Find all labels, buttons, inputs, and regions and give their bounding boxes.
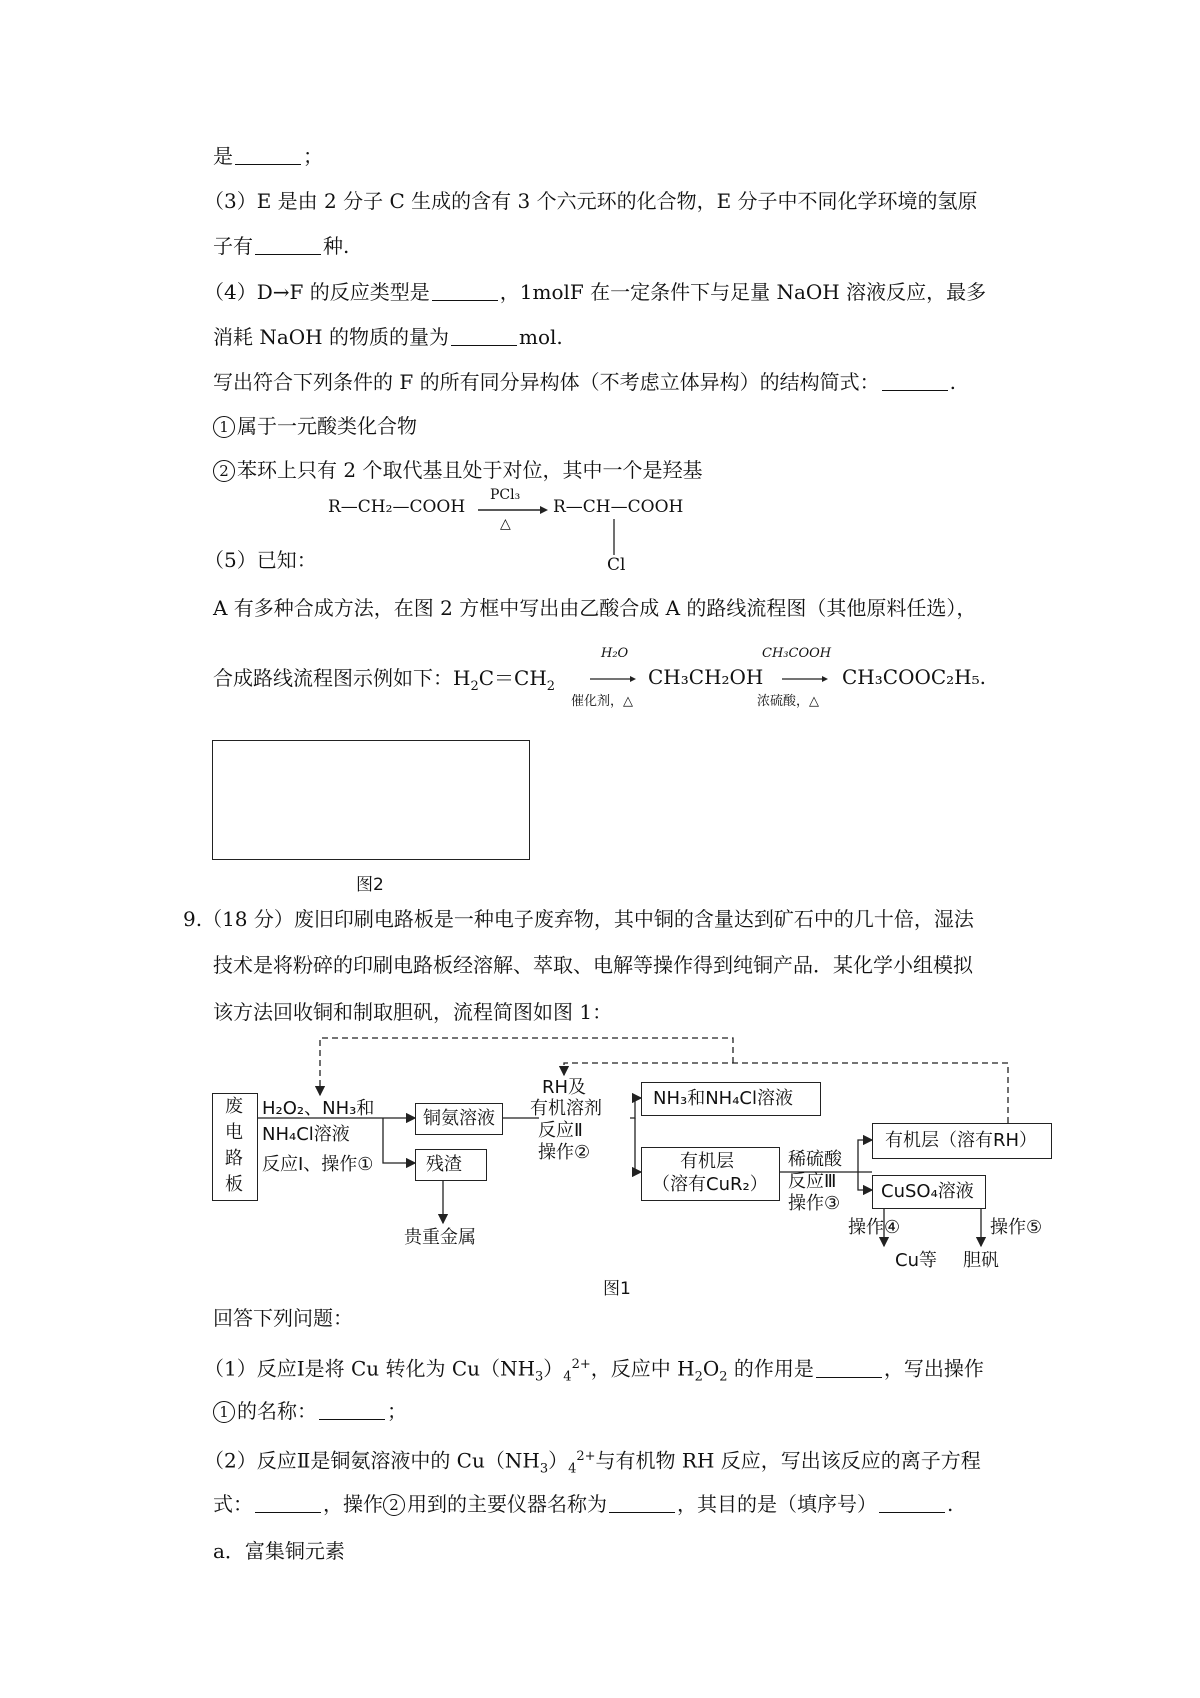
answers-intro: 回答下列问题： xyxy=(213,1306,353,1330)
q8-3-line2: 子有 种. xyxy=(213,234,350,258)
operation-label: 操作⑤ xyxy=(990,1217,1043,1238)
q9-1-line2: 1 的名称： ； xyxy=(213,1399,407,1423)
reactant: R—CH₂—COOH xyxy=(328,497,466,517)
reagent: CH₃COOH xyxy=(762,646,832,661)
source-box: 废 电 路 板 xyxy=(212,1093,258,1201)
nh3-box: NH₃和NH₄Cl溶液 xyxy=(641,1082,821,1116)
product: R—CH—COOH xyxy=(553,497,684,517)
reagent-label: 有机溶剂 xyxy=(530,1098,602,1119)
q8-cond1: 1 属于一元酸类化合物 xyxy=(213,414,417,438)
circled-number: 2 xyxy=(213,460,235,482)
q8-line-shi: 是 ； xyxy=(213,144,323,168)
figure-caption: 图1 xyxy=(603,1279,631,1299)
organic-layer-box: 有机层 （溶有CuR₂） xyxy=(641,1147,780,1201)
residue-box: 残渣 xyxy=(415,1149,487,1181)
product-label: 胆矾 xyxy=(963,1250,999,1271)
q8-isomer-line: 写出符合下列条件的 F 的所有同分异构体（不考虑立体异构）的结构简式： . xyxy=(213,370,956,394)
q8-4-line2: 消耗 NaOH 的物质的量为 mol. xyxy=(213,325,563,349)
answer-blank[interactable] xyxy=(255,1512,321,1513)
q8-3-line1: （3）E 是由 2 分子 C 生成的含有 3 个六元环的化合物，E 分子中不同化学环境的氢原 xyxy=(204,189,978,213)
reagent: PCl₃ xyxy=(490,487,521,503)
reagent-label: NH₄Cl溶液 xyxy=(262,1124,350,1145)
q9-line2: 技术是将粉碎的印刷电路板经溶解、萃取、电解等操作得到纯铜产品．某化学小组模拟 xyxy=(213,953,973,977)
reaction-label: 反应Ⅲ xyxy=(788,1171,837,1192)
reaction-label: 反应Ⅱ xyxy=(538,1120,583,1141)
q8-5-label: （5）已知： xyxy=(204,548,317,572)
option-a: a．富集铜元素 xyxy=(213,1539,345,1563)
precious-metal-label: 贵重金属 xyxy=(404,1227,476,1248)
product-label: Cu等 xyxy=(895,1250,937,1271)
answer-blank[interactable] xyxy=(319,1419,385,1420)
circled-number: 1 xyxy=(213,416,235,438)
circled-number: 2 xyxy=(383,1494,405,1516)
copper-ammonia-box: 铜氨溶液 xyxy=(415,1103,503,1135)
q9-line1: 9.（18 分）废旧印刷电路板是一种电子废弃物，其中铜的含量达到矿石中的几十倍，湿法 xyxy=(183,907,974,931)
answer-blank[interactable] xyxy=(879,1512,945,1513)
operation-label: 操作④ xyxy=(848,1217,901,1238)
organic-rh-box: 有机层（溶有RH） xyxy=(872,1123,1052,1159)
q9-line3: 该方法回收铜和制取胆矾，流程简图如图 1： xyxy=(213,1000,613,1024)
q9-1-line1: （1）反应Ⅰ是将 Cu 转化为 $Cu(NH_3)_4^{2+}$，反应中 $H_2O_2$ 的作用是 ，写出操作 xyxy=(204,1356,984,1385)
reagent-label: H₂O₂、NH₃和 xyxy=(262,1098,375,1119)
operation-label: 操作② xyxy=(538,1142,591,1163)
q8-5-line1: A 有多种合成方法，在图 2 方框中写出由乙酸合成 A 的路线流程图（其他原料任选）， xyxy=(213,596,977,620)
intermediate: CH₃CH₂OH xyxy=(648,665,764,689)
q9-2-line2: 式： ，操作 2 用到的主要仪器名称为 ，其目的是（填序号） . xyxy=(213,1492,954,1516)
product: CH₃COOC₂H₅. xyxy=(842,665,986,689)
circled-number: 1 xyxy=(213,1401,235,1423)
answer-blank[interactable] xyxy=(609,1512,675,1513)
q8-4-line1: （4）D→F 的反应类型是 ，1molF 在一定条件下与足量 NaOH 溶液反应，最多 xyxy=(204,280,987,304)
reagent-label: 稀硫酸 xyxy=(788,1149,842,1170)
answer-blank[interactable] xyxy=(816,1377,882,1378)
cuso4-box: CuSO₄溶液 xyxy=(872,1175,986,1209)
operation-label: 反应Ⅰ、操作① xyxy=(262,1154,374,1175)
condition: 浓硫酸，△ xyxy=(757,694,819,709)
condition: △ xyxy=(500,516,511,532)
chlorine: Cl xyxy=(607,555,626,575)
q8-cond2: 2 苯环上只有 2 个取代基且处于对位，其中一个是羟基 xyxy=(213,458,702,482)
figure-caption: 图2 xyxy=(356,875,384,895)
q9-2-line1: （2）反应Ⅱ是铜氨溶液中的 $Cu(NH_3)_4^{2+}$与有机物 RH 反应，写出该反应的离子方程 xyxy=(204,1448,981,1477)
reagent: H₂O xyxy=(601,646,629,661)
reagent-label: RH及 xyxy=(542,1077,587,1098)
operation-label: 操作③ xyxy=(788,1193,841,1214)
condition: 催化剂，△ xyxy=(571,694,633,709)
q8-5-line2: 合成路线流程图示例如下：$H_2C=CH_2$ xyxy=(213,666,556,694)
